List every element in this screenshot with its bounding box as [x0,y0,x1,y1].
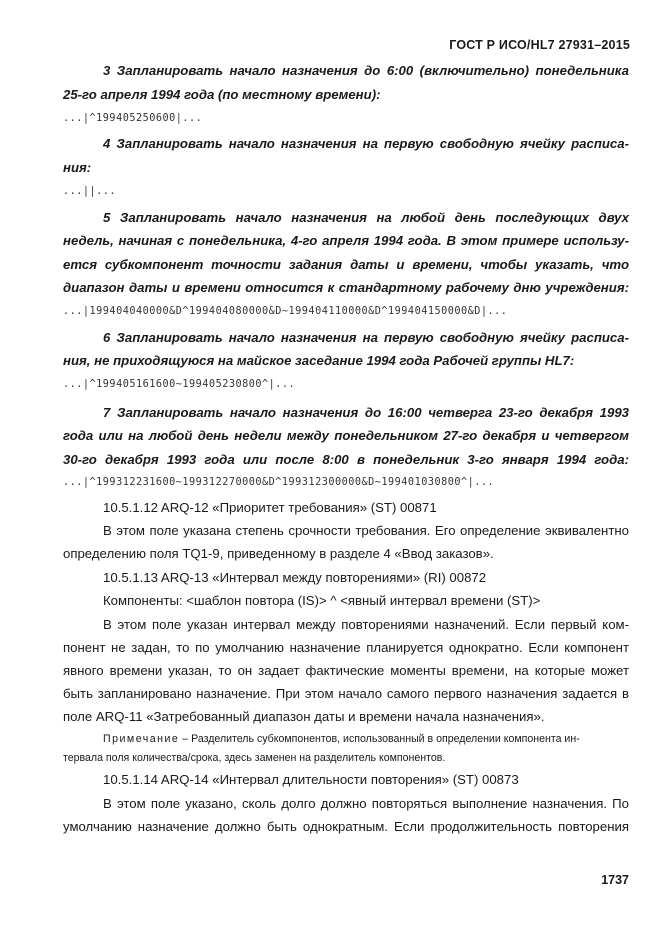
example-4-line-2: ния: [63,160,92,175]
arq-12-body-line-1: В этом поле указана степень срочности требования. Его определение эквивалентно [103,523,629,538]
example-5-line-2: недель, начиная с понедельника, 4-го апреля 1994 года. В этом примере использу- [63,233,629,248]
example-6-line-2: ния, не приходящуюся на майское заседание 1994 года Рабочей группы HL7: [63,353,575,368]
example-6-code: ...|^199405161600~199405230800^|... [63,379,296,390]
section-title-arq-13: 10.5.1.13 ARQ-13 «Интервал между повторениями» (RI) 00872 [103,570,487,585]
example-3-code: ...|^199405250600|... [63,113,203,124]
arq-14-body-line-2: умолчанию назначение должно быть однократным. Если продолжительность повторения [63,819,629,834]
note-text: – Разделитель субкомпонентов, использованный в определении компонента ин- [179,733,580,745]
arq-13-body-line-5: поле ARQ-11 «Затребованный диапазон даты и времени начала назначения». [63,709,545,724]
note-label: Примечание [103,733,180,745]
section-title-arq-12: 10.5.1.12 ARQ-12 «Приоритет требования» (ST) 00871 [103,500,437,515]
example-7-code: ...|^199312231600~199312270000&D^199312300000&D~199401030800^|... [63,477,495,488]
example-5-line-3: ется субкомпонент точности задания даты и времени, чтобы указать, что [63,257,629,272]
example-7-line-3: 30-го декабря 1993 года или после 8:00 в понедельник 3-го января 1994 года: [63,452,629,467]
arq-13-body-line-3: явного времени указан, то он задает фактические моменты времени, на которые может [63,663,629,678]
arq-13-note-line-1 [103,731,629,747]
example-3-line-2: 25-го апреля 1994 года (по местному времени): [63,87,381,102]
example-4-code: ...||... [63,186,117,197]
example-3-line-1: 3 Запланировать начало назначения до 6:00 (включительно) понедельника [103,63,629,78]
example-7-line-2: года или на любой день недели между понедельником 27-го декабря и четвергом [63,428,629,443]
arq-13-body-line-2: понент не задан, то по умолчанию назначение планируется однократно. Если компонент [63,640,629,655]
arq-13-body-line-1: В этом поле указан интервал между повторениями назначений. Если первый ком- [103,617,629,632]
standard-header: ГОСТ Р ИСО/HL7 27931–2015 [449,38,630,52]
arq-14-body-line-1: В этом поле указано, сколь долго должно повторяться выполнение назначения. По [103,796,629,811]
example-5-code: ...|199404040000&D^199404080000&D~199404110000&D^199404150000&D|... [63,306,508,317]
example-5-line-4: диапазон даты и времени относится к стандартному рабочему дню учреждения: [63,280,629,295]
section-title-arq-14: 10.5.1.14 ARQ-14 «Интервал длительности повторения» (ST) 00873 [103,772,519,787]
arq-13-components: Компоненты: <шаблон повтора (IS)> ^ <явный интервал времени (ST)> [103,593,541,608]
example-6-line-1: 6 Запланировать начало назначения на первую свободную ячейку расписа- [103,330,629,345]
example-4-line-1: 4 Запланировать начало назначения на первую свободную ячейку расписа- [103,136,629,151]
page-number: 1737 [601,873,629,887]
arq-13-note-line-2: тервала поля количества/срока, здесь заменен на разделитель компонентов. [63,752,446,764]
example-7-line-1: 7 Запланировать начало назначения до 16:00 четверга 23-го декабря 1993 [103,405,629,420]
example-5-line-1: 5 Запланировать начало назначения на любой день последующих двух [103,210,629,225]
arq-12-body-line-2: определению поля TQ1-9, приведенному в разделе 4 «Ввод заказов». [63,546,494,561]
arq-13-body-line-4: быть запланировано назначение. При этом начало самого первого назначения задается в [63,686,629,701]
